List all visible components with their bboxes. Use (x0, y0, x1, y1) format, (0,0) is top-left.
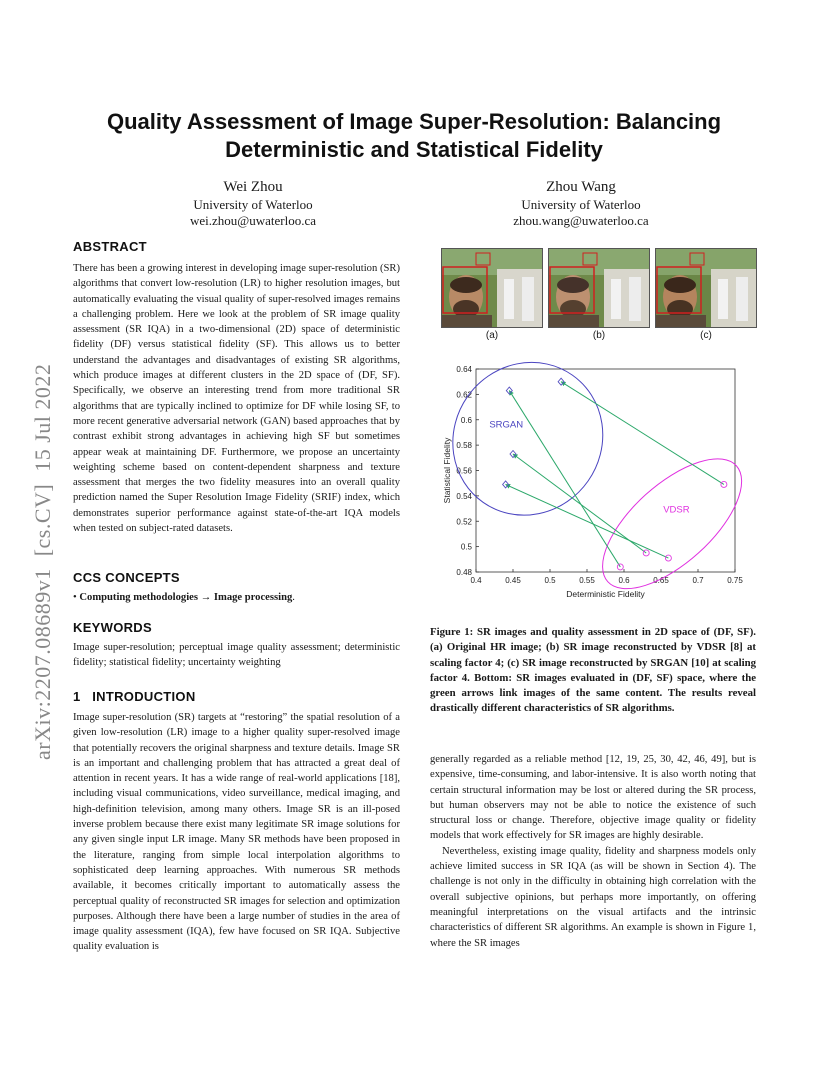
y-tick-label: 0.5 (460, 542, 472, 552)
x-tick-label: 0.4 (470, 576, 482, 585)
x-axis-label: Deterministic Fidelity (566, 589, 645, 599)
data-point-vdsr (721, 481, 727, 487)
x-tick-label: 0.5 (544, 576, 556, 585)
author-block-1 (148, 178, 358, 229)
x-tick-label: 0.45 (505, 576, 521, 585)
portrait-photo-c (656, 249, 756, 327)
introduction-text: Image super-resolution (SR) targets at “restoring” the spatial resolution of a given low-resolution (LR) image to a higher quality super-resolved image that potentially recovers the original sharpness and texture details. Image SR is an important and challenging problem that has attracted a great deal of attention in recent years. It has a wide range of real-world applications [18], including visual communications, video surveillance, medical imaging, and high-definition television, among many others. Image SR is an ill-posed inverse problem because there exist many legitimate SR image solutions for any given single input LR image. Many SR methods have been proposed in the literature, ranging from simple local interpolation algorithms to sophisticated deep learning approaches. With numerous SR methods available, it becomes critically important to automatically assess the perceptual quality of reconstructed SR images for selection and optimization purposes. Although there have been a large number of studies in the area of image quality assessment (IQA), few have focused on SR IQA. Subjective quality evaluation is (73, 712, 400, 953)
figure-image-b (548, 248, 650, 328)
ccs-concept: Computing methodologies (79, 592, 198, 603)
author-name: Zhou Wang (546, 179, 616, 195)
data-point-vdsr (665, 555, 671, 561)
cluster-label: VDSR (663, 504, 690, 516)
author-affiliation: University of Waterloo (521, 197, 641, 212)
x-tick-label: 0.6 (618, 576, 630, 585)
abstract-heading: ABSTRACT (73, 239, 147, 254)
data-point-srgan (558, 378, 564, 385)
y-tick-label: 0.6 (460, 415, 472, 425)
author-name: Wei Zhou (223, 179, 283, 195)
paragraph: generally regarded as a reliable method [12, 19, 25, 30, 42, 46, 49], but is expensive, time-consuming, and labor-intensive. It is also worth noting that certain structural information may be lost or altered during the SR process, but human observers may not be able to notice the existence of such structural loss or change. Therefore, objective image quality or fidelity models that work effectively for SR images are highly desirable. (430, 754, 756, 842)
portrait-photo-b (549, 249, 649, 327)
x-tick-label: 0.7 (692, 576, 704, 585)
link-arrow (509, 391, 620, 567)
title-line-2: Deterministic and Statistical Fidelity (225, 137, 603, 162)
y-tick-label: 0.62 (456, 390, 472, 400)
arxiv-sidebar: arXiv:2207.08689v1 [cs.CV] 15 Jul 2022 (30, 363, 55, 760)
ccs-period: . (292, 592, 295, 603)
figure-sublabel-c: (c) (700, 330, 712, 341)
x-tick-label: 0.75 (727, 576, 743, 585)
y-tick-label: 0.54 (456, 491, 472, 501)
figure-caption: Figure 1: SR images and quality assessment in 2D space of (DF, SF). (a) Original HR image; (b) SR image reconstructed by VDSR [8] at scaling factor 4; (c) SR image reconstructed by SRGAN [10] at scaling factor 4. Bottom: SR images evaluated in (DF, SF) space, where the green arrows link images of the same content. The results reveal drastically different characteristics of SR algorithms. (430, 626, 756, 715)
ccs-heading: CCS CONCEPTS (73, 570, 180, 585)
figure-sublabel-b: (b) (592, 330, 606, 341)
y-tick-label: 0.52 (456, 517, 472, 527)
author-block-2 (476, 178, 686, 229)
keywords-heading: KEYWORDS (73, 620, 152, 635)
author-email[interactable]: wei.zhou@uwaterloo.ca (189, 213, 317, 228)
y-tick-label: 0.64 (456, 365, 472, 374)
abstract-text: There has been a growing interest in developing image super-resolution (SR) algorithms that convert low-resolution (LR) to higher resolution images, but automatically evaluating the visual quality of super-resolved images remains a challenging problem. Here we look at the problem of SR image quality assessment (SR IQA) in a two-dimensional (2D) space of deterministic fidelity (DF) versus statistical fidelity (SF). This allows us to better understand the advantages and disadvantages of existing SR algorithms, which produce images at different clusters in the 2D space of (DF, SF). Specifically, we observe an interesting trend from more traditional SR algorithms that are typically inclined to optimize for DF while losing SF, to more recent generative adversarial network (GAN) based approaches that by contrast exhibit strong advantages in achieving high SF but sometimes appear weak at maintaining DF. Furthermore, we propose an uncertainty weighting scheme based on content-dependent sharpness and texture assessment that merges the two fidelity measures into an overall quality prediction named the Super Resolution Image Fidelity (SRIF) index, which demonstrates superior performance against state-of-the-art IQA models when tested on subject-rated datasets. (73, 263, 400, 535)
link-arrow (506, 484, 669, 558)
x-tick-label: 0.55 (579, 576, 595, 585)
ccs-subconcept: Image processing (213, 592, 293, 603)
right-column-text (430, 752, 756, 951)
link-arrow (513, 454, 646, 553)
portrait-photo-a (442, 249, 542, 327)
y-axis-label: Statistical Fidelity (442, 437, 452, 504)
figure-sublabel-a: (a) (485, 330, 499, 341)
author-email[interactable]: zhou.wang@uwaterloo.ca (513, 213, 649, 228)
paper-title (60, 108, 768, 164)
paragraph: Nevertheless, existing image quality, fidelity and sharpness models only achieve limited success in SR IQA (as will be shown in Section 4). The challenge is not only in the difficulty in obtaining high correlation with the overall subjective opinions, but perhaps more importantly, on offering meaningful interpretations on the visual artifacts and the intrinsic characteristics of different SR algorithms. An example is shown in Figure 1, where the SR images (430, 845, 756, 949)
y-tick-label: 0.48 (456, 568, 472, 577)
y-tick-label: 0.58 (456, 441, 472, 451)
ccs-concepts (73, 590, 400, 605)
y-tick-label: 0.56 (456, 466, 472, 476)
introduction-heading: 1 INTRODUCTION (73, 689, 196, 704)
figure-image-a (441, 248, 543, 328)
title-line-1: Quality Assessment of Image Super-Resolution: Balancing (106, 109, 722, 134)
figure-image-c (655, 248, 757, 328)
df-sf-scatter-chart (430, 355, 770, 605)
author-affiliation: University of Waterloo (193, 197, 313, 212)
x-tick-label: 0.65 (653, 576, 669, 585)
data-point-vdsr (643, 550, 649, 556)
arrow-glyph: → (200, 592, 212, 603)
bullet: • (73, 592, 77, 603)
link-arrow (561, 382, 724, 485)
cluster-label: SRGAN (489, 419, 524, 431)
keywords-text: Image super-resolution; perceptual image quality assessment; deterministic fidelity; statistical fidelity; uncertainty weighting (73, 642, 400, 669)
